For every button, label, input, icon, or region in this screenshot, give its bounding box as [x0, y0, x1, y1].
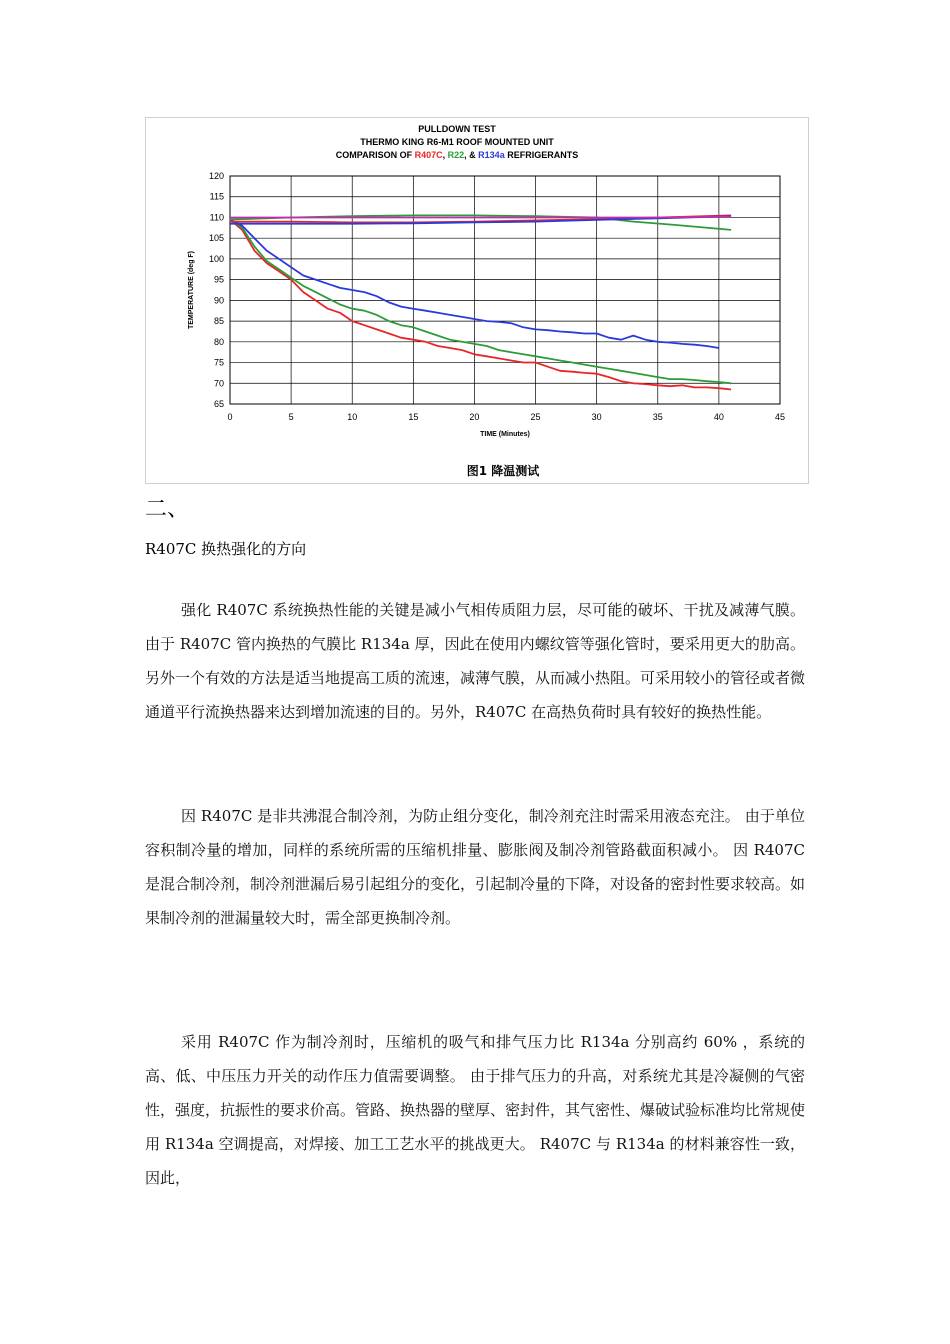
title-part-1: R407C	[414, 150, 443, 160]
chart-series	[230, 215, 731, 389]
y-tick-label: 115	[209, 191, 224, 202]
title-part-6: REFRIGERANTS	[504, 150, 579, 160]
y-tick-label: 80	[213, 336, 224, 347]
y-tick-label: 120	[208, 171, 224, 181]
y-tick-label: 110	[209, 212, 224, 223]
title-part-3: R22	[447, 150, 465, 160]
chart-title-line3	[336, 150, 578, 160]
title-part-0: COMPARISON OF	[335, 150, 415, 160]
y-tick-label: 85	[213, 316, 224, 327]
paragraph-1-block	[145, 593, 805, 729]
y-tick-label: 75	[213, 357, 224, 368]
x-tick-label: 15	[408, 412, 419, 422]
y-tick-label: 65	[213, 399, 224, 409]
x-tick-label: 20	[469, 412, 480, 422]
series-line-r407c	[230, 220, 731, 390]
paragraph-2-block	[145, 799, 805, 935]
series-line-r22	[230, 220, 731, 384]
series-line-r407c-ambient-2	[230, 217, 731, 218]
x-tick-label: 40	[713, 412, 724, 422]
figure-caption: 图1 降温测试	[466, 464, 540, 478]
section-heading: R407C 换热强化的方向	[145, 540, 307, 558]
x-axis-label: TIME (Minutes)	[480, 431, 530, 438]
x-tick-label: 30	[591, 412, 602, 422]
y-axis-label: TEMPERATURE (deg F)	[188, 250, 195, 330]
x-tick-label: 25	[530, 412, 541, 422]
y-tick-label: 70	[213, 378, 224, 389]
title-part-2: ,	[442, 150, 448, 160]
x-tick-label: 35	[652, 412, 663, 422]
paragraph: 因 R407C 是非共沸混合制冷剂，为防止组分变化，制冷剂充注时需采用液态充注。 由于单位容积制冷量的增加，同样的系统所需的压缩机排量、膨胀阀及制冷剂管路截面积减小。 因 R407C 是混合制冷剂，制冷剂泄漏后易引起组分的变化，引起制冷量的下降，对设备的密封性要求较高。如果制冷剂的泄漏量较大时，需全部更换制冷剂。	[145, 807, 806, 927]
chart-title-line2: THERMO KING R6-M1 ROOF MOUNTED UNIT	[360, 137, 554, 147]
y-tick-label: 105	[208, 233, 224, 244]
x-tick-label: 0	[227, 412, 233, 422]
x-tick-label: 10	[347, 412, 358, 422]
paragraph: 强化 R407C 系统换热性能的关键是减小气相传质阻力层，尽可能的破坏、干扰及减薄气膜。由于 R407C 管内换热的气膜比 R134a 厚，因此在使用内螺纹管等强化管时，要采用更大的肋高。另外一个有效的方法是适当地提高工质的流速，减薄气膜，从而减小热阻。可采用较小的管径或者微通道平行流换热器来达到增加流速的目的。另外，R407C 在高热负荷时具有较好的换热性能。	[145, 601, 806, 721]
paragraph-3-block	[145, 1025, 805, 1195]
y-tick-label: 100	[208, 253, 224, 264]
chart-ticks	[209, 171, 785, 422]
title-part-5: R134a	[478, 150, 505, 160]
chart-title-line1: PULLDOWN TEST	[418, 124, 496, 134]
x-tick-label: 5	[288, 412, 294, 422]
y-tick-label: 95	[213, 274, 224, 285]
title-part-4: , &	[464, 150, 479, 160]
paragraph: 采用 R407C 作为制冷剂时，压缩机的吸气和排气压力比 R134a 分别高约 60% ，系统的高、低、中压压力开关的动作压力值需要调整。 由于排气压力的升高，对系统尤其是冷凝侧的气密性，强度，抗振性的要求价高。管路、换热器的壁厚、密封件，其气密性、爆破试验标准均比常规使用 R134a 空调提高，对焊接、加工工艺水平的挑战更大。 R407C 与 R134a 的材料兼容性一致，因此，	[145, 1033, 806, 1187]
section-number: 二、	[145, 497, 190, 522]
figure-frame	[145, 117, 809, 484]
pulldown-chart	[146, 118, 808, 483]
y-tick-label: 90	[213, 295, 224, 306]
x-tick-label: 45	[774, 412, 786, 422]
